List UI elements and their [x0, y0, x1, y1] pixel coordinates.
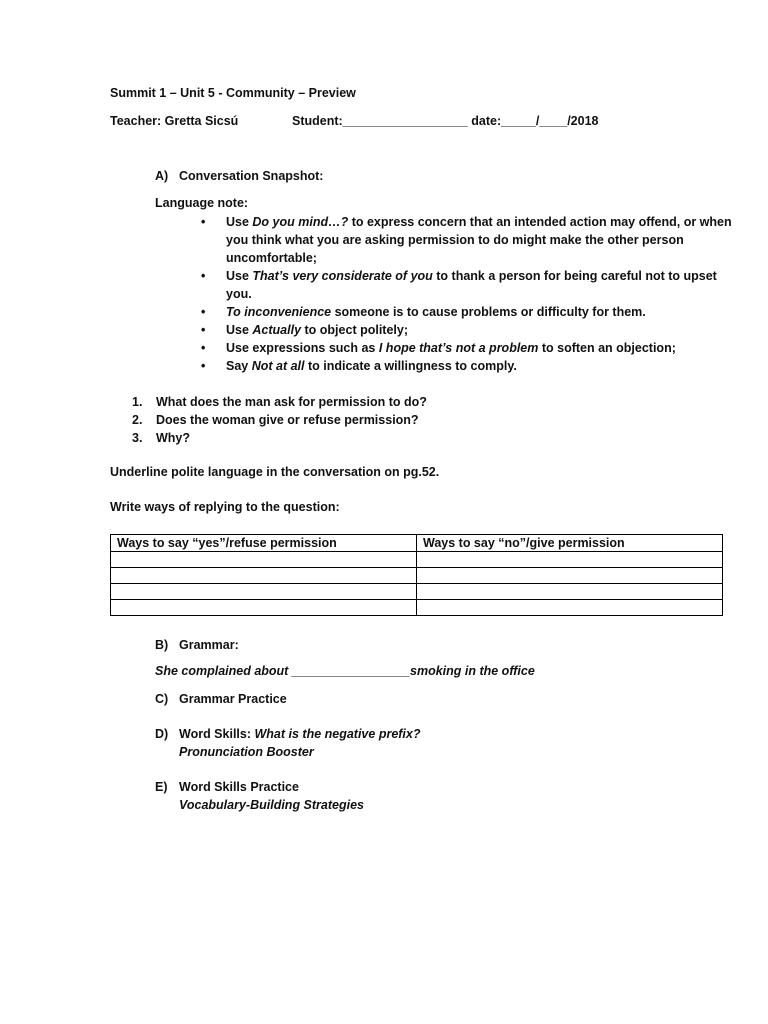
bullet-icon: •	[201, 269, 206, 283]
table-cell[interactable]	[111, 552, 417, 568]
list-item: • Use Actually to object politely;	[201, 323, 408, 337]
section-e-subtitle: Vocabulary-Building Strategies	[179, 798, 364, 812]
table-cell[interactable]	[111, 568, 417, 584]
list-item: • Use expressions such as I hope that’s not a problem to soften an objection;	[201, 341, 676, 355]
table-cell[interactable]	[417, 584, 723, 600]
section-b-letter: B)	[155, 638, 169, 652]
section-a-title: Conversation Snapshot:	[179, 169, 324, 183]
list-item: • Use Do you mind…? to express concern that an intended action may offend, or when you think what you are asking permission to do might make the other person uncomfortable;	[201, 215, 732, 265]
bullet-icon: •	[201, 359, 206, 373]
questions-list	[132, 393, 427, 447]
table-cell[interactable]	[111, 584, 417, 600]
student-date-field: Student:__________________ date:_____/____/2018	[292, 114, 599, 128]
table-row	[111, 552, 723, 568]
question-item: 1. What does the man ask for permission to do?	[132, 395, 427, 409]
bullet-icon: •	[201, 323, 206, 337]
table-cell[interactable]	[111, 600, 417, 616]
table-cell[interactable]	[417, 568, 723, 584]
column-header-yes: Ways to say “yes”/refuse permission	[111, 535, 417, 552]
teacher-name: Teacher: Gretta Sicsú	[110, 114, 239, 128]
section-c-letter: C)	[155, 692, 169, 706]
question-item: 2. Does the woman give or refuse permission?	[132, 413, 419, 427]
section-d-title: Word Skills:	[179, 727, 255, 741]
write-instruction: Write ways of replying to the question:	[110, 500, 340, 514]
bullet-icon: •	[201, 341, 206, 355]
section-e-letter: E)	[155, 780, 168, 794]
bullet-icon: •	[201, 305, 206, 319]
underline-instruction: Underline polite language in the conversation on pg.52.	[110, 465, 440, 479]
table-cell[interactable]	[417, 552, 723, 568]
grammar-sentence: She complained about _________________smoking in the office	[155, 664, 535, 678]
section-d-subtitle: Pronunciation Booster	[179, 745, 314, 759]
section-d-letter: D)	[155, 727, 169, 741]
table-cell[interactable]	[417, 600, 723, 616]
section-e-heading	[155, 780, 299, 794]
list-item: • Use That’s very considerate of you to thank a person for being careful not to upset you.	[201, 269, 717, 301]
language-note-list	[201, 213, 736, 375]
table-row	[111, 568, 723, 584]
section-a-letter: A)	[155, 169, 169, 183]
section-a-heading	[155, 169, 323, 183]
table-row	[111, 584, 723, 600]
section-d-question: What is the negative prefix?	[254, 727, 421, 741]
document-title: Summit 1 – Unit 5 - Community – Preview	[110, 86, 356, 100]
section-d-heading	[155, 727, 421, 741]
list-item: • To inconvenience someone is to cause problems or difficulty for them.	[201, 305, 646, 319]
section-c-title: Grammar Practice	[179, 692, 287, 706]
list-item: • Say Not at all to indicate a willingness to comply.	[201, 359, 517, 373]
section-b-title: Grammar:	[179, 638, 239, 652]
bullet-icon: •	[201, 215, 206, 229]
column-header-no: Ways to say “no”/give permission	[417, 535, 723, 552]
section-e-title: Word Skills Practice	[179, 780, 299, 794]
language-note-label: Language note:	[155, 196, 249, 210]
question-item: 3. Why?	[132, 431, 191, 445]
section-c-heading	[155, 692, 287, 706]
section-b-heading	[155, 638, 239, 652]
reply-table	[110, 534, 723, 616]
table-row	[111, 600, 723, 616]
table-header-row	[111, 535, 723, 552]
